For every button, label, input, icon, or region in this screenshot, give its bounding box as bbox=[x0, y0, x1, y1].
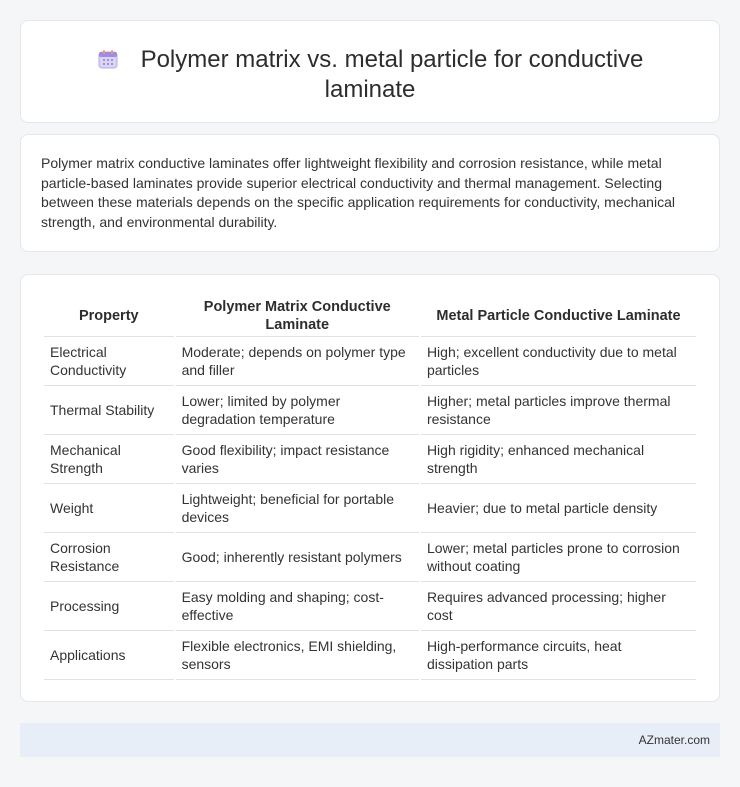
table-header-row bbox=[44, 295, 696, 337]
header-property: Property bbox=[44, 295, 174, 337]
metal-cell: Heavier; due to metal particle density bbox=[421, 484, 696, 533]
metal-cell: Requires advanced processing; higher cost bbox=[421, 582, 696, 631]
property-cell: Weight bbox=[44, 484, 174, 533]
intro-card bbox=[20, 134, 720, 252]
property-cell: Corrosion Resistance bbox=[44, 533, 174, 582]
calendar-icon bbox=[97, 48, 119, 70]
property-cell: Processing bbox=[44, 582, 174, 631]
comparison-card bbox=[20, 274, 720, 702]
table-row bbox=[44, 435, 696, 484]
intro-paragraph: Polymer matrix conductive laminates offer lightweight flexibility and corrosion resistance, while metal particle-based laminates provide superior electrical conductivity and thermal management. Selecting between these materials depends on the specific application requirements for conductivity, mechanical strength, and environmental durability. bbox=[41, 155, 675, 230]
property-cell: Electrical Conductivity bbox=[44, 337, 174, 386]
polymer-cell: Flexible electronics, EMI shielding, sensors bbox=[176, 631, 419, 680]
polymer-cell: Good; inherently resistant polymers bbox=[176, 533, 419, 582]
table-row bbox=[44, 582, 696, 631]
table-row bbox=[44, 631, 696, 680]
page-title-text: Polymer matrix vs. metal particle for conductive laminate bbox=[140, 46, 644, 103]
header-metal: Metal Particle Conductive Laminate bbox=[421, 295, 696, 337]
footer-brand[interactable]: AZmater.com bbox=[638, 733, 710, 747]
property-cell: Applications bbox=[44, 631, 174, 680]
metal-cell: Lower; metal particles prone to corrosion without coating bbox=[421, 533, 696, 582]
polymer-cell: Good flexibility; impact resistance varies bbox=[176, 435, 419, 484]
polymer-cell: Moderate; depends on polymer type and filler bbox=[176, 337, 419, 386]
property-cell: Mechanical Strength bbox=[44, 435, 174, 484]
table-row bbox=[44, 386, 696, 435]
polymer-cell: Easy molding and shaping; cost-effective bbox=[176, 582, 419, 631]
property-cell: Thermal Stability bbox=[44, 386, 174, 435]
metal-cell: High rigidity; enhanced mechanical strength bbox=[421, 435, 696, 484]
metal-cell: High-performance circuits, heat dissipation parts bbox=[421, 631, 696, 680]
comparison-table bbox=[42, 295, 698, 680]
title-card bbox=[20, 20, 720, 123]
table-row bbox=[44, 533, 696, 582]
table-row bbox=[44, 337, 696, 386]
page-title bbox=[21, 45, 719, 105]
polymer-cell: Lightweight; beneficial for portable devices bbox=[176, 484, 419, 533]
metal-cell: High; excellent conductivity due to metal particles bbox=[421, 337, 696, 386]
footer bbox=[20, 723, 720, 757]
metal-cell: Higher; metal particles improve thermal resistance bbox=[421, 386, 696, 435]
polymer-cell: Lower; limited by polymer degradation temperature bbox=[176, 386, 419, 435]
header-polymer: Polymer Matrix Conductive Laminate bbox=[176, 295, 419, 337]
table-row bbox=[44, 484, 696, 533]
